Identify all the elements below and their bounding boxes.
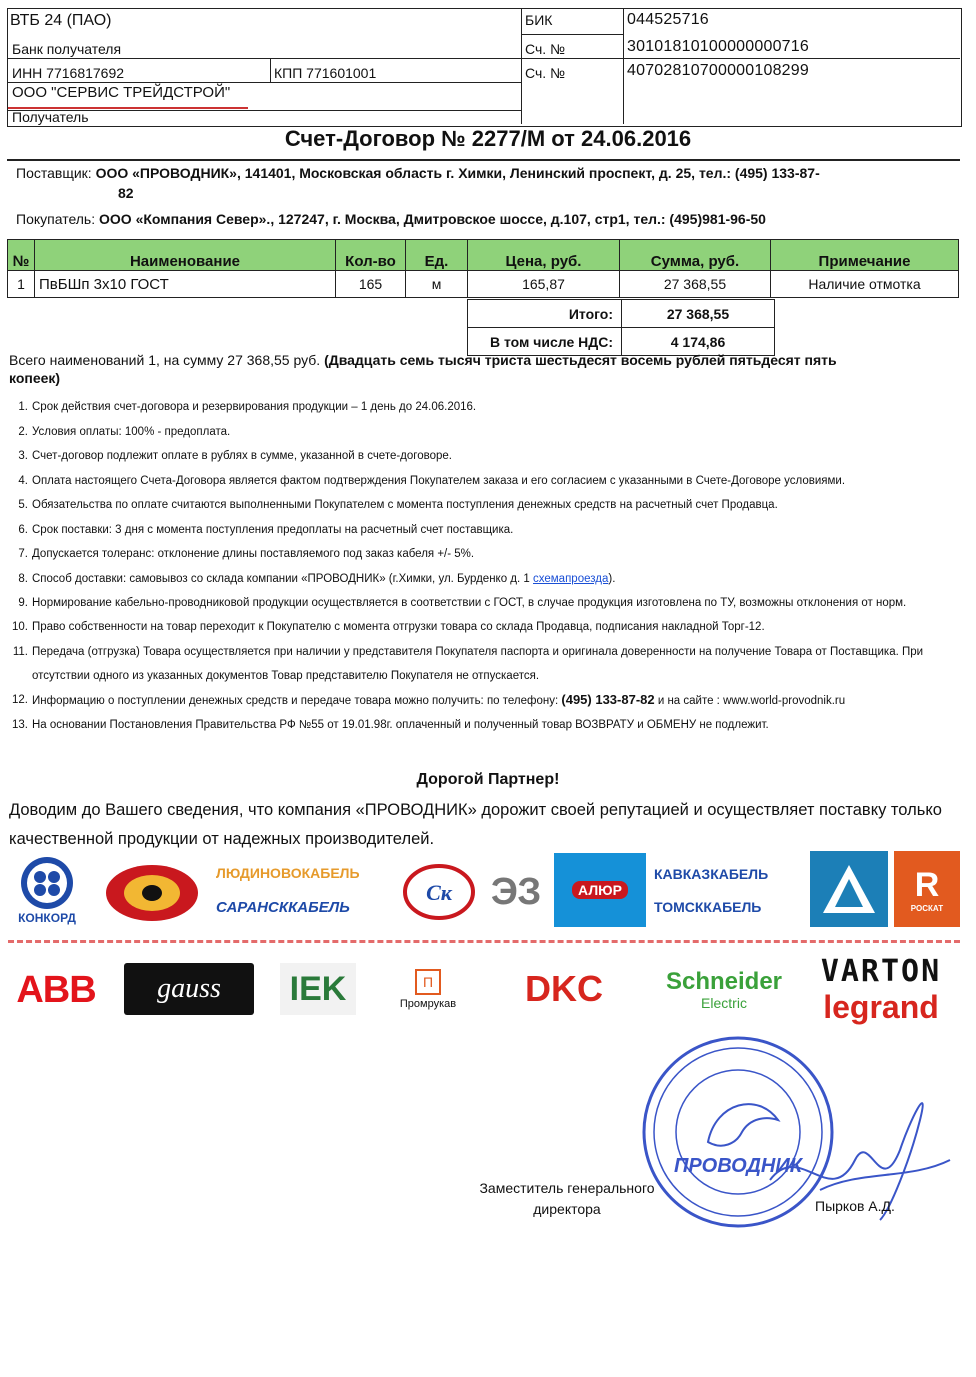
term-item: 7. Допускается толеранс: отклонение длины поставляемого под заказ кабеля +/- 5%.: [18, 548, 475, 560]
col-header-name: Наименование: [35, 240, 336, 271]
corr-account-value: 30101810100000000716: [627, 38, 809, 55]
total-amount-plain: Всего наименований 1, на сумму 27 368,55 руб.: [9, 352, 325, 368]
term-item: 1. Срок действия счет-договора и резервирования продукции – 1 день до 24.06.2016.: [18, 401, 477, 413]
inn: ИНН 7716817692: [12, 65, 125, 81]
term-item: 2. Условия оплаты: 100% - предоплата.: [18, 425, 231, 438]
title-divider: [7, 159, 960, 161]
svg-text:Ск: Ск: [426, 880, 452, 905]
alur-logo: АЛЮР: [554, 853, 646, 927]
route-scheme-link[interactable]: схемапроезда: [533, 572, 609, 585]
term-item: 11. Передача (отгрузка) Товара осуществляется при наличии у представителя Покупателя паспорта и оригинала доверенности на получение Товара от Поставщика. При отсутствии одного из указанных документов Товар представителю Покупателя не отпускается.: [12, 645, 924, 682]
lyudinovokabel-logo: ЛЮДИНОВОКАБЕЛЬ: [216, 865, 360, 881]
cable-reel-logo: [100, 855, 204, 925]
vat-value: 4 174,86: [622, 328, 775, 356]
signatory-role: Заместитель генерального директора: [479, 1180, 655, 1217]
partner-heading: Дорогой Партнер!: [416, 771, 560, 788]
term-item: 13. На основании Постановления Правительства РФ №55 от 19.01.98г. оплаченный и полученный товар ВОЗВРАТУ и ОБМЕНУ не подлежит.: [12, 719, 769, 731]
triangle-icon: [819, 861, 879, 917]
total-value: 27 368,55: [622, 300, 775, 328]
term-item: 8. Способ доставки: самовывоз со склада компании «ПРОВОДНИК» (г.Химки, ул. Бурденко д. 1 схемапроезда).: [18, 572, 616, 585]
triangle-brand-logo: [810, 851, 888, 927]
kavkazkabel-logo: КАВКАЗКАБЕЛЬ: [654, 866, 769, 882]
kpp: КПП 771601001: [274, 65, 377, 81]
stamp-label: ПРОВОДНИК: [673, 1155, 803, 1177]
gauss-logo: gauss: [124, 963, 254, 1015]
col-header-sum: Сумма, руб.: [620, 240, 771, 271]
terms-list: [8, 395, 958, 738]
col-header-price: Цена, руб.: [468, 240, 620, 271]
vat-label: В том числе НДС:: [468, 328, 622, 356]
ez-logo: ЭЗ: [490, 870, 542, 913]
term-item: 3. Счет-договор подлежит оплате в рублях в сумме, указанной в счете-договоре.: [18, 450, 452, 462]
items-table: [7, 239, 959, 298]
sk-logo: [400, 861, 478, 923]
promrukav-logo: П Промрукав: [388, 959, 468, 1019]
table-header-row: [8, 240, 959, 271]
bik-value: 044525716: [627, 11, 709, 28]
buyer-line: [16, 211, 766, 227]
supplier-line: [16, 165, 820, 181]
table-row: [8, 271, 959, 298]
col-header-qty: Кол-во: [336, 240, 406, 271]
total-amount-line: [9, 351, 889, 387]
abb-logo: ABB: [16, 968, 96, 1011]
term-item: 10. Право собственности на товар переходит к Покупателю с момента отгрузки товара со склада Продавца, подписания накладной Торг-12.: [12, 621, 765, 633]
account-value: 40702810700000108299: [627, 62, 809, 79]
account-label: Сч. №: [525, 65, 566, 81]
schneider-logo: Schneider Electric: [665, 968, 783, 1011]
totals-box: [467, 299, 775, 356]
term-item: 6. Срок поставки: 3 дня с момента поступления предоплаты на расчетный счет поставщика.: [18, 523, 514, 536]
row-unit: м: [406, 271, 468, 298]
corr-account-label: Сч. №: [525, 41, 566, 57]
supplier-label: Поставщик:: [16, 165, 92, 181]
row-number: 1: [8, 271, 35, 298]
partner-text: Доводим до Вашего сведения, что компания «ПРОВОДНИК» дорожит своей репутацией и осуществляет поставку только качественной продукции от надежных производителей.: [9, 801, 942, 848]
dkc-logo: DKC: [525, 968, 603, 1009]
supplier-text-cont: 82: [118, 185, 134, 201]
bank-name: ВТБ 24 (ПАО): [10, 12, 112, 29]
row-note: Наличие отмотка: [771, 271, 959, 298]
roskat-logo: R РОСКАТ: [894, 851, 960, 927]
legrand-logo: legrand: [823, 988, 939, 1025]
manufacturer-logos-row1: [8, 851, 960, 931]
tomskkabel-logo: ТОМСККАБЕЛЬ: [654, 899, 762, 915]
row-price: 165,87: [468, 271, 620, 298]
recipient-name: ООО "СЕРВИС ТРЕЙДСТРОЙ": [12, 84, 231, 101]
term-item: 4. Оплата настоящего Счета-Договора является фактом подтверждения Покупателем заказа и его согласием с указанными в Счете-Договоре условиями.: [18, 474, 846, 487]
buyer-label: Покупатель:: [16, 211, 96, 227]
col-header-note: Примечание: [771, 240, 959, 271]
recipient-caption: Получатель: [12, 109, 89, 125]
varton-logo: VARTON: [820, 953, 942, 989]
bank-name-caption: Банк получателя: [12, 41, 122, 57]
total-label: Итого:: [468, 300, 622, 328]
total-amount-words: (Двадцать семь тысяч триста шестьдесят восемь рублей пятьдесят пять копеек): [9, 352, 837, 386]
col-header-unit: Ед.: [406, 240, 468, 271]
term-item: 5. Обязательства по оплате считаются выполненными Покупателем с момента поступления денежных средств на расчетный счет Продавца.: [18, 499, 778, 511]
row-qty: 165: [336, 271, 406, 298]
konkord-icon: [16, 855, 78, 911]
bik-label: БИК: [525, 12, 553, 28]
term-item: 12. Информацию о поступлении денежных средств и передаче товара можно получить: по телефону: (495) 133-87-82 и на сайте : www.world-provodnik.ru: [12, 691, 846, 707]
row-name: ПвБШп 3х10 ГОСТ: [35, 271, 336, 298]
manufacturer-logos-row2: [8, 955, 960, 1025]
logos-divider: [8, 940, 960, 943]
iek-logo: IEK: [280, 963, 356, 1015]
supplier-text: ООО «ПРОВОДНИК», 141401, Московская область г. Химки, Ленинский проспект, д. 25, тел.: (495) 133-87-: [95, 165, 820, 181]
term-item: 9. Нормирование кабельно-проводниковой продукции осуществляется в соответствии с ГОСТ, в случае продукция изготовлена по ТУ, возможны отклонения от норм.: [18, 597, 907, 609]
document-title: Счет-Договор № 2277/М от 24.06.2016: [284, 126, 692, 151]
bank-requisites-box: [7, 8, 962, 127]
row-sum: 27 368,55: [620, 271, 771, 298]
col-header-number: №: [8, 240, 35, 271]
konkord-logo: КОНКОРД: [8, 851, 86, 929]
buyer-text: ООО «Компания Север»., 127247, г. Москва, Дмитровское шоссе, д.107, стр1, тел.: (495)981-96-50: [99, 211, 766, 227]
signatory-name: Пырков А.Д.: [815, 1198, 895, 1214]
saranskkabel-logo: САРАНСККАБЕЛЬ: [216, 898, 350, 916]
